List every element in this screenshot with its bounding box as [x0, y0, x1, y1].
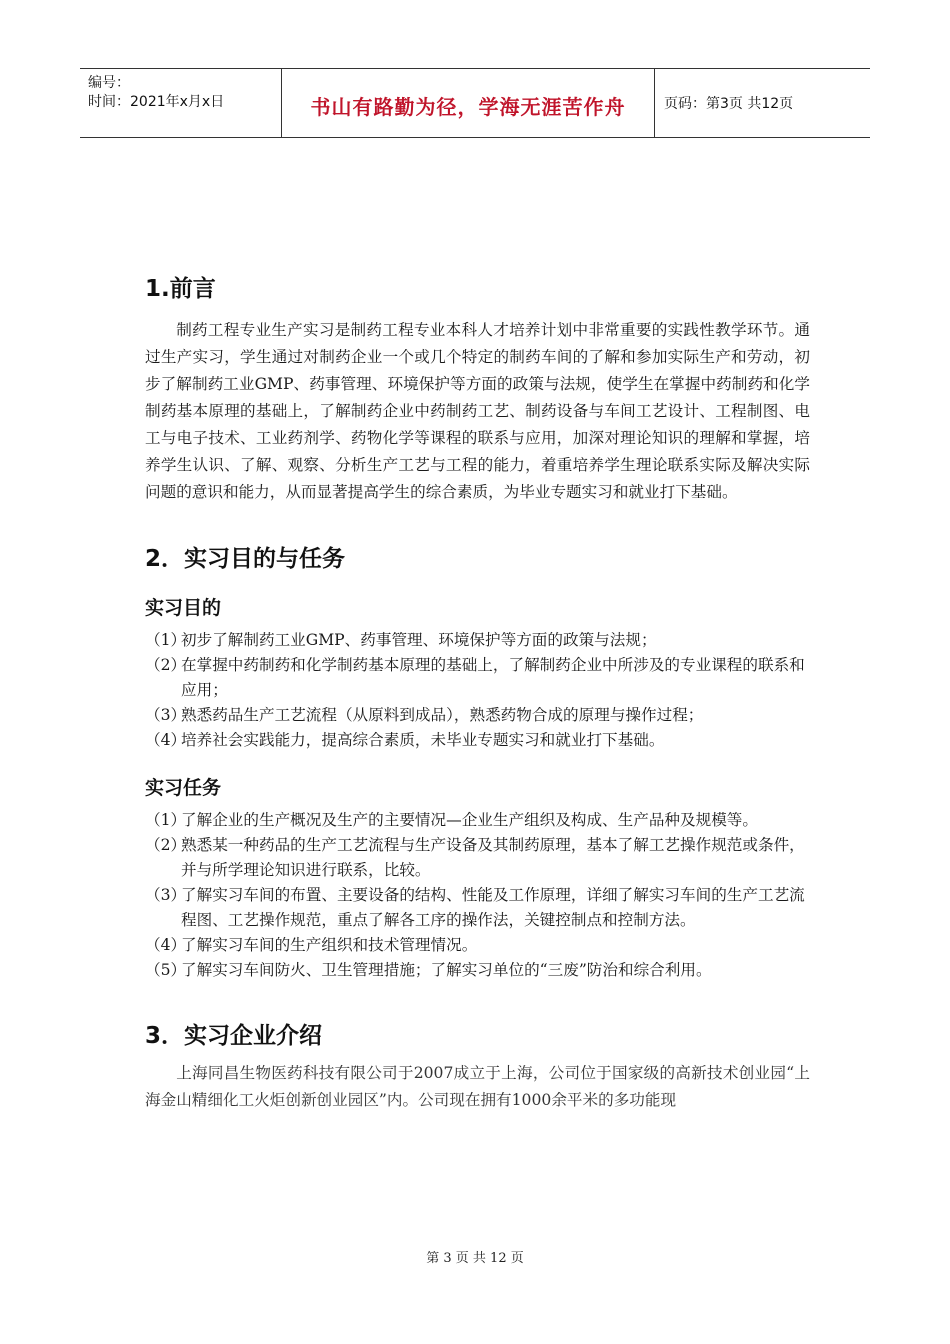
list-item [145, 933, 810, 958]
section-paragraph: 制药工程专业生产实习是制药工程专业本科人才培养计划中非常重要的实践性教学环节。通过生产实习，学生通过对制药企业一个或几个特定的制药车间的了解和参加实际生产和劳动，初步了解制药工业GMP、药事管理、环境保护等方面的政策与法规，使学生在掌握中药制药和化学制药基本原理的基础上，了解制药企业中药制药工艺、制药设备与车间工艺设计、工程制图、电工与电子技术、工业药剂学、药物化学等课程的联系与应用，加深对理论知识的理解和掌握，培养学生认识、了解、观察、分析生产工艺与工程的能力，着重培养学生理论联系实际及解决实际问题的意识和能力，从而显著提高学生的综合素质，为毕业专题实习和就业打下基础。 [145, 321, 810, 501]
list-item [145, 833, 810, 883]
list-text: 了解企业的生产概况及生产的主要情况—企业生产组织及构成、生产品种及规模等。 [181, 811, 758, 829]
subsection-title: 实习任务 [145, 777, 222, 799]
list-text: 了解实习车间防火、卫生管理措施；了解实习单位的“三废”防治和综合利用。 [181, 961, 712, 979]
tasks-list [145, 808, 810, 983]
list-number: （2） [145, 836, 187, 854]
list-item [145, 958, 810, 983]
list-text: 了解实习车间的生产组织和技术管理情况。 [181, 936, 478, 954]
list-text: 熟悉药品生产工艺流程（从原料到成品），熟悉药物合成的原理与操作过程； [181, 706, 704, 724]
list-text: 在掌握中药制药和化学制药基本原理的基础上，了解制药企业中所涉及的专业课程的联系和应用； [181, 656, 805, 699]
list-text: 初步了解制药工业GMP、药事管理、环境保护等方面的政策与法规； [181, 631, 657, 649]
list-item [145, 883, 810, 933]
document-body [145, 270, 810, 1114]
section-title: 2．实习目的与任务 [145, 546, 346, 572]
header-divider [654, 69, 655, 137]
list-number: （1） [145, 811, 187, 829]
subsection-title: 实习目的 [145, 597, 222, 619]
list-number: （4） [145, 731, 187, 749]
list-item [145, 628, 810, 653]
document-time-label: 时间：2021年x月x日 [88, 94, 225, 110]
list-item [145, 703, 810, 728]
list-number: （2） [145, 656, 187, 674]
list-number: （3） [145, 706, 187, 724]
goals-list [145, 628, 810, 753]
list-item [145, 728, 810, 753]
section-title: 3．实习企业介绍 [145, 1023, 323, 1049]
section-title: 1.前言 [145, 276, 216, 302]
list-item [145, 808, 810, 833]
header-page-info: 页码：第3页 共12页 [664, 96, 794, 112]
list-item [145, 653, 810, 703]
list-number: （1） [145, 631, 187, 649]
list-text: 熟悉某一种药品的生产工艺流程与生产设备及其制药原理，基本了解工艺操作规范或条件，并与所学理论知识进行联系，比较。 [181, 836, 805, 879]
list-number: （4） [145, 936, 187, 954]
list-number: （3） [145, 886, 187, 904]
section-paragraph: 上海同昌生物医药科技有限公司于2007成立于上海，公司位于国家级的高新技术创业园“上海金山精细化工火炬创新创业园区”内。公司现在拥有1000余平米的多功能现 [145, 1064, 810, 1109]
page-header [80, 68, 870, 138]
header-meta [88, 74, 224, 112]
header-motto: 书山有路勤为径，学海无涯苦作舟 [310, 95, 626, 119]
list-text: 了解实习车间的布置、主要设备的结构、性能及工作原理，详细了解实习车间的生产工艺流程图、工艺操作规范，重点了解各工序的操作法，关键控制点和控制方法。 [181, 886, 805, 929]
list-text: 培养社会实践能力，提高综合素质，未毕业专题实习和就业打下基础。 [181, 731, 665, 749]
document-number-label: 编号： [88, 75, 130, 91]
page-footer: 第 3 页 共 12 页 [426, 1251, 524, 1266]
list-number: （5） [145, 961, 187, 979]
